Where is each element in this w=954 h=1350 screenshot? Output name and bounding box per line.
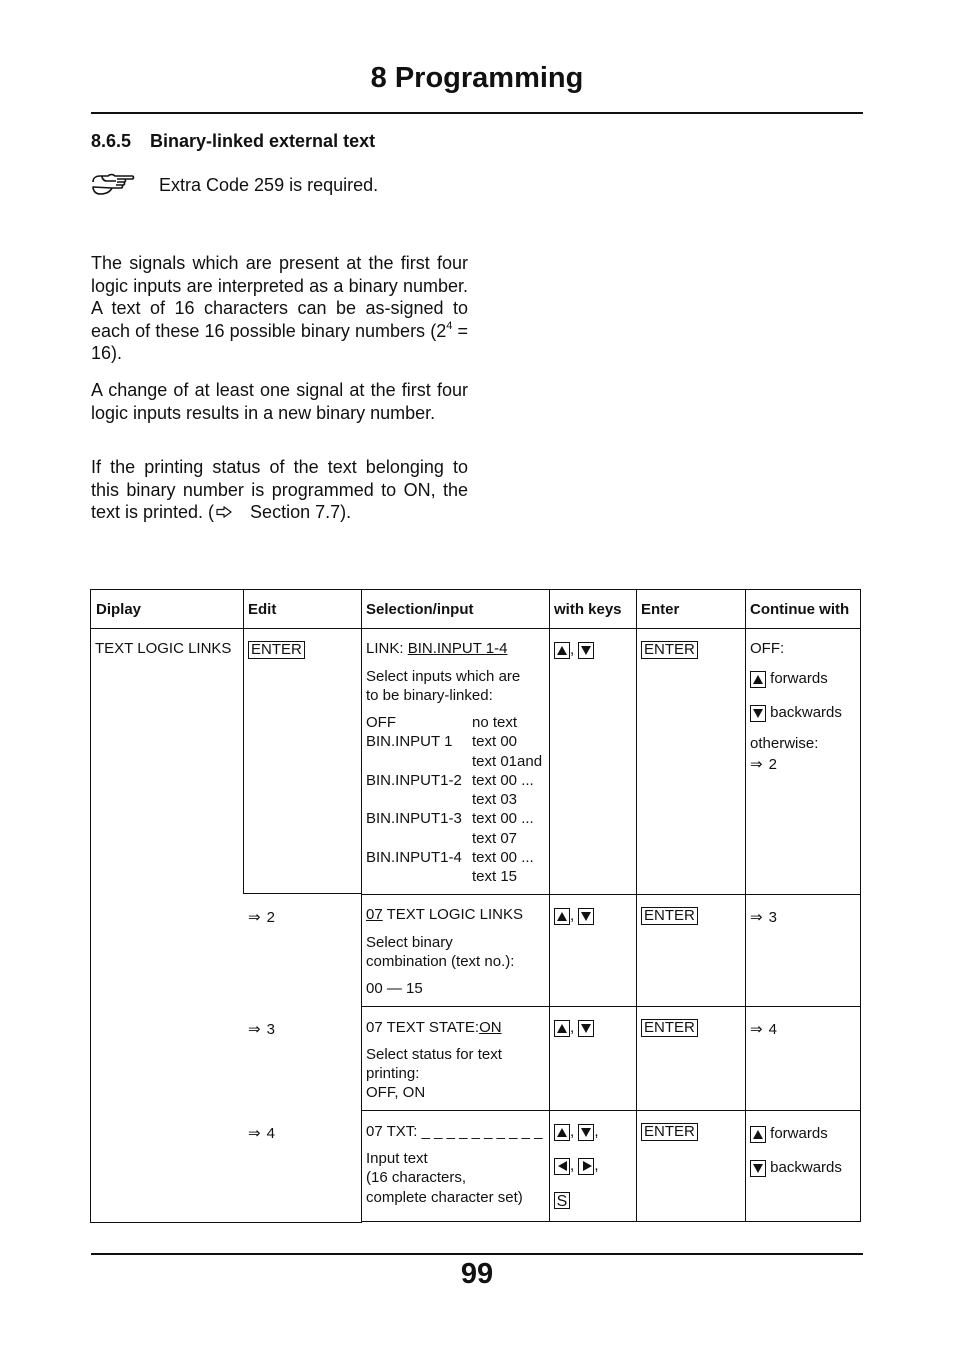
footer-rule bbox=[91, 1253, 863, 1255]
row1-link-label: LINK: bbox=[366, 640, 408, 657]
note-text: Extra Code 259 is required. bbox=[159, 175, 379, 195]
para3-text: If the printing status of the text belonging to this binary number is programmed to ON, the text is printed. ( bbox=[91, 457, 468, 522]
row4-continue-forwards bbox=[750, 1124, 828, 1143]
edit-step: 2 bbox=[266, 909, 275, 926]
table-col-selection-left bbox=[361, 589, 362, 1223]
section-title: Binary-linked external text bbox=[150, 131, 376, 151]
up-arrow-key-icon bbox=[750, 1126, 766, 1143]
row4-desc-line3: complete character set) bbox=[366, 1189, 523, 1206]
row1-option-value: text 00 ... bbox=[472, 772, 534, 789]
row4-desc-line1: Input text bbox=[366, 1150, 428, 1167]
double-right-arrow-icon: ⇒ bbox=[750, 909, 763, 926]
row1-option-name: BIN.INPUT1-2 bbox=[366, 772, 462, 789]
row1-option-value: text 15 bbox=[472, 868, 518, 885]
row1-selection-title bbox=[366, 639, 507, 658]
double-right-arrow-icon: ⇒ bbox=[750, 756, 763, 773]
down-arrow-key-icon bbox=[750, 1160, 766, 1177]
header-rule bbox=[91, 112, 863, 114]
row1-continue-forwards bbox=[750, 669, 828, 688]
row1-continue-otherwise: otherwise: bbox=[750, 735, 819, 752]
para3-text-end: Section 7.7). bbox=[250, 502, 352, 522]
section-number: 8.6.5 bbox=[91, 131, 132, 151]
row3-desc-line1: Select status for text bbox=[366, 1046, 502, 1063]
para1-text: The signals which are present at the first four logic inputs are interpreted as a binary number. A text of 16 characters can be as-signed to each of these 16 possible binary numbers (2 bbox=[91, 253, 468, 341]
enter-key: ENTER bbox=[641, 1123, 698, 1141]
row2-range: 00 — 15 bbox=[366, 980, 423, 997]
table-rule-edit-1 bbox=[243, 893, 361, 894]
row3-continue-next bbox=[750, 1020, 777, 1039]
forwards-label: forwards bbox=[770, 670, 828, 687]
table-border-right bbox=[860, 589, 861, 1222]
table-border-bottom-right bbox=[361, 1221, 861, 1222]
row1-option-name: OFF bbox=[366, 714, 396, 731]
row4-keys-leftright: , , bbox=[554, 1156, 599, 1175]
table-border-bottom-left bbox=[90, 1222, 361, 1223]
backwards-label: backwards bbox=[770, 704, 842, 721]
page-title: 8 Programming bbox=[370, 62, 584, 94]
header-display: Diplay bbox=[96, 601, 142, 618]
up-arrow-key-icon bbox=[554, 1124, 570, 1141]
table-rule-row-2 bbox=[361, 1006, 861, 1007]
table-border-left bbox=[90, 589, 91, 1223]
row1-option-value: text 07 bbox=[472, 830, 518, 847]
row1-option-value: text 00 ... bbox=[472, 849, 534, 866]
body-paragraph-3 bbox=[91, 456, 468, 524]
table-col-keys-left bbox=[549, 589, 550, 1222]
row3-title-value: ON bbox=[479, 1019, 502, 1036]
next-step: 4 bbox=[768, 1021, 777, 1038]
row1-option-name: BIN.INPUT1-3 bbox=[366, 810, 462, 827]
row2-desc-line1: Select binary bbox=[366, 934, 453, 951]
table-col-enter-left bbox=[636, 589, 637, 1222]
row4-keys-updown: , , bbox=[554, 1122, 599, 1141]
row4-continue-backwards bbox=[750, 1158, 842, 1177]
header-enter: Enter bbox=[641, 601, 680, 618]
pointing-hand-icon bbox=[90, 172, 136, 198]
header-continue-with: Continue with bbox=[750, 601, 850, 618]
para1-text-end: = 16). bbox=[91, 320, 468, 363]
row2-selection-title bbox=[366, 905, 523, 924]
body-paragraph-1 bbox=[91, 252, 468, 365]
down-arrow-key-icon bbox=[750, 705, 766, 722]
row1-option-value: text 00 ... bbox=[472, 810, 534, 827]
forwards-label: forwards bbox=[770, 1125, 828, 1142]
backwards-label: backwards bbox=[770, 1159, 842, 1176]
table-rule-row-3 bbox=[361, 1110, 861, 1111]
row1-option-value-text: text 01and bbox=[472, 753, 543, 770]
table-rule-row-1 bbox=[361, 894, 861, 895]
enter-key: ENTER bbox=[248, 641, 305, 659]
down-arrow-key-icon bbox=[578, 1124, 594, 1141]
header-edit: Edit bbox=[248, 601, 277, 618]
up-arrow-key-icon bbox=[554, 1020, 570, 1037]
down-arrow-key-icon bbox=[578, 642, 594, 659]
double-right-arrow-icon: ⇒ bbox=[248, 1021, 261, 1038]
row1-option-value bbox=[472, 752, 542, 772]
row3-desc-line2: printing: bbox=[366, 1065, 420, 1082]
row1-desc-line2: to be binary-linked: bbox=[366, 687, 493, 704]
outline-right-arrow-icon bbox=[216, 506, 232, 518]
header-selection-input: Selection/input bbox=[366, 601, 474, 618]
up-arrow-key-icon bbox=[750, 671, 766, 688]
row4-enter bbox=[641, 1122, 698, 1141]
double-right-arrow-icon: ⇒ bbox=[750, 1021, 763, 1038]
row4-edit bbox=[248, 1124, 275, 1143]
row1-option-value: text 03 bbox=[472, 791, 518, 808]
up-arrow-key-icon bbox=[554, 908, 570, 925]
row3-edit bbox=[248, 1020, 275, 1039]
row4-keys-s bbox=[554, 1190, 570, 1209]
row1-option-value: text 00 bbox=[472, 733, 518, 750]
row2-title-number: 07 bbox=[366, 906, 383, 923]
row2-keys: , bbox=[554, 906, 594, 925]
row1-continue-backwards bbox=[750, 703, 842, 722]
row1-desc-line1: Select inputs which are bbox=[366, 668, 521, 685]
down-arrow-key-icon bbox=[578, 908, 594, 925]
row1-enter bbox=[641, 640, 698, 659]
row1-option-value: no text bbox=[472, 714, 518, 731]
s-key: S bbox=[554, 1192, 570, 1209]
header-with-keys: with keys bbox=[554, 601, 622, 618]
row2-enter bbox=[641, 906, 698, 925]
enter-key: ENTER bbox=[641, 1019, 698, 1037]
section-heading bbox=[91, 131, 375, 152]
next-step: 3 bbox=[768, 909, 777, 926]
row3-selection-title bbox=[366, 1018, 502, 1037]
body-paragraph-2: A change of at least one signal at the first four logic inputs results in a new binary number. bbox=[91, 380, 468, 423]
row2-continue-next bbox=[750, 908, 777, 927]
row2-edit bbox=[248, 908, 275, 927]
row1-option-name: BIN.INPUT 1 bbox=[366, 733, 453, 750]
row4-selection-title: 07 TXT: _ _ _ _ _ _ _ _ _ _ bbox=[366, 1123, 543, 1140]
row4-desc-line2: (16 characters, bbox=[366, 1169, 467, 1186]
up-arrow-key-icon bbox=[554, 642, 570, 659]
row2-title-text: TEXT LOGIC LINKS bbox=[382, 906, 524, 923]
page-number: 99 bbox=[460, 1258, 494, 1290]
row3-title-text: 07 TEXT STATE: bbox=[366, 1019, 480, 1036]
row1-display: TEXT LOGIC LINKS bbox=[95, 640, 232, 657]
down-arrow-key-icon bbox=[578, 1020, 594, 1037]
left-arrow-key-icon bbox=[554, 1158, 570, 1175]
double-right-arrow-icon: ⇒ bbox=[248, 1125, 261, 1142]
row1-option-name: BIN.INPUT1-4 bbox=[366, 849, 462, 866]
para1-superscript: 4 bbox=[446, 319, 453, 332]
enter-key: ENTER bbox=[641, 907, 698, 925]
row1-keys: , bbox=[554, 640, 594, 659]
table-col-continue-left bbox=[745, 589, 746, 1222]
row1-link-value: BIN.INPUT 1-4 bbox=[407, 640, 508, 657]
right-arrow-key-icon bbox=[578, 1158, 594, 1175]
table-col-edit-left bbox=[243, 589, 244, 894]
row1-edit bbox=[248, 640, 305, 659]
edit-step: 3 bbox=[266, 1021, 275, 1038]
edit-step: 4 bbox=[266, 1125, 275, 1142]
next-step: 2 bbox=[768, 756, 777, 773]
row3-enter bbox=[641, 1018, 698, 1037]
row3-desc-line3: OFF, ON bbox=[366, 1084, 426, 1101]
double-right-arrow-icon: ⇒ bbox=[248, 909, 261, 926]
row1-continue-off: OFF: bbox=[750, 640, 785, 657]
row2-desc-line2: combination (text no.): bbox=[366, 953, 515, 970]
row1-continue-next bbox=[750, 755, 777, 774]
enter-key: ENTER bbox=[641, 641, 698, 659]
row3-keys: , bbox=[554, 1018, 594, 1037]
